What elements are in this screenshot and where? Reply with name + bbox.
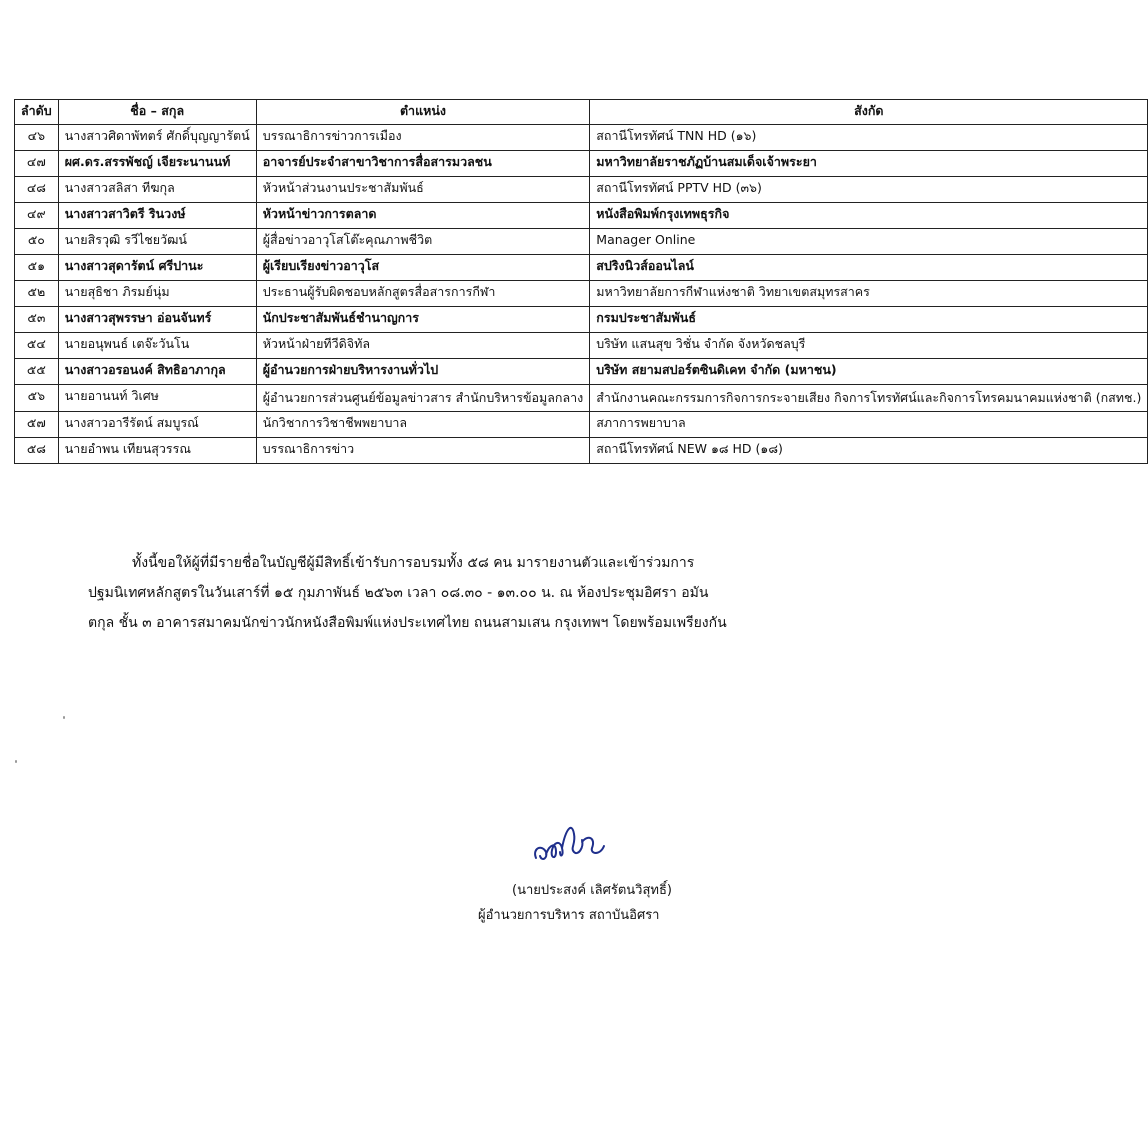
- row-name: ผศ.ดร.สรรพัชญ์ เจียระนานนท์: [58, 151, 256, 177]
- row-name: นายอนุพนธ์ เตจ๊ะวันโน: [58, 333, 256, 359]
- row-position: อาจารย์ประจำสาขาวิชาการสื่อสารมวลชน: [256, 151, 590, 177]
- row-name: นางสาวอรอนงค์ สิทธิอาภากุล: [58, 359, 256, 385]
- table-row: [15, 412, 1148, 438]
- header-number: ลำดับ: [15, 100, 59, 125]
- row-position: บรรณาธิการข่าวการเมือง: [256, 125, 590, 151]
- table-row: [15, 151, 1148, 177]
- row-number: ๔๗: [15, 151, 59, 177]
- table-row: [15, 255, 1148, 281]
- row-position: ประธานผู้รับผิดชอบหลักสูตรสื่อสารการกีฬา: [256, 281, 590, 307]
- row-affiliation: สถานีโทรทัศน์ TNN HD (๑๖): [590, 125, 1148, 151]
- signer-name: (นายประสงค์ เลิศรัตนวิสุทธิ์): [512, 883, 672, 898]
- row-affiliation: สถานีโทรทัศน์ PPTV HD (๓๖): [590, 177, 1148, 203]
- row-affiliation: สปริงนิวส์ออนไลน์: [590, 255, 1148, 281]
- header-name: ชื่อ – สกุล: [58, 100, 256, 125]
- table-row: [15, 281, 1148, 307]
- row-affiliation: หนังสือพิมพ์กรุงเทพธุรกิจ: [590, 203, 1148, 229]
- row-name: นางสาวศิดาพัทตร์ ศักดิ์บุญญารัตน์: [58, 125, 256, 151]
- row-name: นายอานนท์ วิเศษ: [58, 385, 256, 412]
- row-name: นางสาวสุดารัตน์ ศรีปานะ: [58, 255, 256, 281]
- signature-mark: [530, 818, 608, 870]
- table-row: [15, 307, 1148, 333]
- table-row: [15, 203, 1148, 229]
- row-affiliation: กรมประชาสัมพันธ์: [590, 307, 1148, 333]
- table-row: [15, 229, 1148, 255]
- scan-speck: [15, 760, 17, 763]
- table-row: [15, 125, 1148, 151]
- row-affiliation: สถานีโทรทัศน์ NEW ๑๘ HD (๑๘): [590, 438, 1148, 464]
- row-name: นายสุธิชา ภิรมย์นุ่ม: [58, 281, 256, 307]
- table-body: [15, 125, 1148, 464]
- table-row: [15, 438, 1148, 464]
- table-header-row: [15, 100, 1148, 125]
- row-name: นางสาวอารีรัตน์ สมบูรณ์: [58, 412, 256, 438]
- header-position: ตำแหน่ง: [256, 100, 590, 125]
- participant-table: [14, 99, 1148, 464]
- row-position: นักประชาสัมพันธ์ชำนาญการ: [256, 307, 590, 333]
- row-affiliation: สำนักงานคณะกรรมการกิจการกระจายเสียง กิจการโทรทัศน์และกิจการโทรคมนาคมแห่งชาติ (กสทช.): [590, 385, 1148, 412]
- row-affiliation: Manager Online: [590, 229, 1148, 255]
- row-position: หัวหน้าส่วนงานประชาสัมพันธ์: [256, 177, 590, 203]
- row-number: ๕๕: [15, 359, 59, 385]
- row-position: ผู้เรียบเรียงข่าวอาวุโส: [256, 255, 590, 281]
- header-affiliation: สังกัด: [590, 100, 1148, 125]
- scan-speck: [63, 716, 65, 719]
- row-position: หัวหน้าข่าวการตลาด: [256, 203, 590, 229]
- row-number: ๕๑: [15, 255, 59, 281]
- row-name: นายสิรวุฒิ รวีไชยวัฒน์: [58, 229, 256, 255]
- row-number: ๕๒: [15, 281, 59, 307]
- row-number: ๔๖: [15, 125, 59, 151]
- row-number: ๕๗: [15, 412, 59, 438]
- signer-title: ผู้อำนวยการบริหาร สถาบันอิศรา: [478, 908, 660, 923]
- row-position: ผู้อำนวยการฝ่ายบริหารงานทั่วไป: [256, 359, 590, 385]
- row-name: นางสาวสุพรรษา อ่อนจันทร์: [58, 307, 256, 333]
- row-affiliation: บริษัท สยามสปอร์ตซินดิเคท จำกัด (มหาชน): [590, 359, 1148, 385]
- row-number: ๔๙: [15, 203, 59, 229]
- row-number: ๕๐: [15, 229, 59, 255]
- row-affiliation: มหาวิทยาลัยราชภัฏบ้านสมเด็จเจ้าพระยา: [590, 151, 1148, 177]
- row-number: ๕๘: [15, 438, 59, 464]
- row-number: ๕๔: [15, 333, 59, 359]
- row-name: นางสาวสาวิตรี รินวงษ์: [58, 203, 256, 229]
- notice-paragraph: ทั้งนี้ขอให้ผู้ที่มีรายชื่อในบัญชีผู้มีสิทธิ์เข้ารับการอบรมทั้ง ๕๘ คน มารายงานตัวและเข้าร่วมการปฐมนิเทศหลักสูตรในวันเสาร์ที่ ๑๕ กุมภาพันธ์ ๒๕๖๓ เวลา ๐๘.๓๐ - ๑๓.๐๐ น. ณ ห้องประชุมอิศรา อมันตกุล ชั้น ๓ อาคารสมาคมนักข่าวนักหนังสือพิมพ์แห่งประเทศไทย ถนนสามเสน กรุงเทพฯ โดยพร้อมเพรียงกัน: [88, 555, 727, 631]
- row-name: นางสาวสลิสา ทีฆกุล: [58, 177, 256, 203]
- row-name: นายอำพน เทียนสุวรรณ: [58, 438, 256, 464]
- row-number: ๕๓: [15, 307, 59, 333]
- row-affiliation: มหาวิทยาลัยการกีฬาแห่งชาติ วิทยาเขตสมุทรสาคร: [590, 281, 1148, 307]
- row-position: หัวหน้าฝ่ายทีวีดิจิทัล: [256, 333, 590, 359]
- row-number: ๕๖: [15, 385, 59, 412]
- row-affiliation: สภาการพยาบาล: [590, 412, 1148, 438]
- row-position: บรรณาธิการข่าว: [256, 438, 590, 464]
- table-row: [15, 385, 1148, 412]
- row-position: นักวิชาการวิชาชีพพยาบาล: [256, 412, 590, 438]
- row-position: ผู้สื่อข่าวอาวุโสโต๊ะคุณภาพชีวิต: [256, 229, 590, 255]
- row-number: ๔๘: [15, 177, 59, 203]
- row-position: ผู้อำนวยการส่วนศูนย์ข้อมูลข่าวสาร สำนักบริหารข้อมูลกลาง: [256, 385, 590, 412]
- table-row: [15, 359, 1148, 385]
- table-row: [15, 333, 1148, 359]
- row-affiliation: บริษัท แสนสุข วิชั่น จำกัด จังหวัดชลบุรี: [590, 333, 1148, 359]
- table-row: [15, 177, 1148, 203]
